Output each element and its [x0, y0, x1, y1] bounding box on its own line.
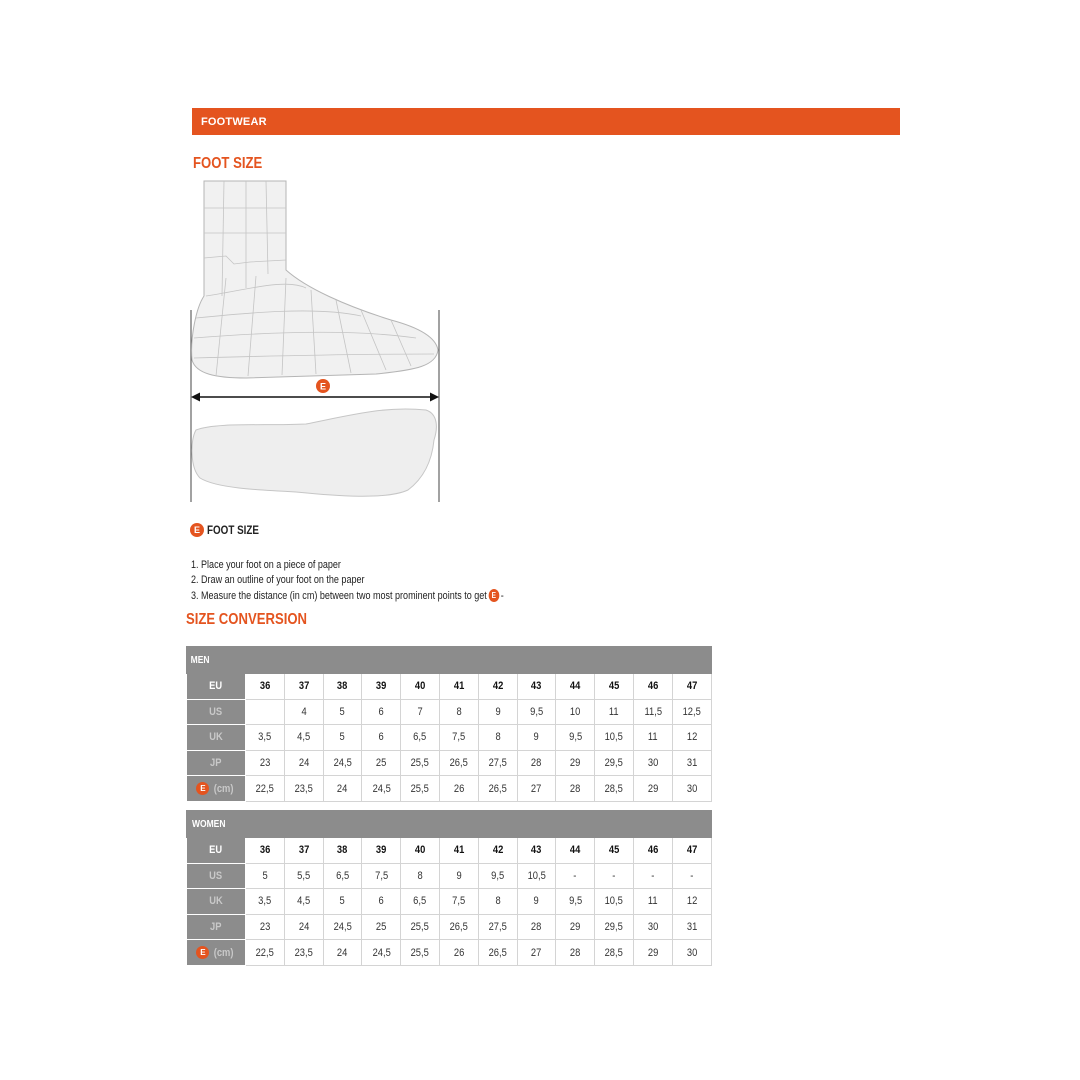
- size-cell-jp: 25,5: [401, 750, 440, 776]
- foot-size-heading: FOOT SIZE: [193, 155, 263, 172]
- size-cell-e: 26: [439, 776, 478, 802]
- size-cell-e: 26: [439, 940, 478, 966]
- size-cell-uk: 9,5: [556, 889, 595, 915]
- row-header-us: US: [187, 863, 246, 889]
- size-cell-eu: 39: [362, 674, 401, 700]
- size-cell-eu: 37: [284, 838, 323, 864]
- row-header-jp: JP: [187, 914, 246, 940]
- size-cell-us: -: [633, 863, 672, 889]
- size-cell-uk: 3,5: [246, 725, 285, 751]
- size-cell-us: 5: [246, 863, 285, 889]
- size-cell-eu: 36: [246, 674, 285, 700]
- row-header-uk: UK: [187, 725, 246, 751]
- size-cell-uk: 6: [362, 725, 401, 751]
- size-cell-jp: 23: [246, 914, 285, 940]
- size-cell-eu: 37: [284, 674, 323, 700]
- instruction-step-tail: -: [500, 589, 504, 602]
- size-cell-eu: 38: [323, 838, 362, 864]
- size-cell-e: 22,5: [246, 940, 285, 966]
- e-badge-icon: E: [190, 523, 204, 537]
- size-cell-uk: 3,5: [246, 889, 285, 915]
- size-cell-e: 24,5: [362, 940, 401, 966]
- size-cell-jp: 24,5: [323, 914, 362, 940]
- size-cell-e: 25,5: [401, 776, 440, 802]
- table-caption: WOMEN: [187, 811, 712, 838]
- size-cell-eu: 42: [478, 838, 517, 864]
- size-cell-us: 7: [401, 699, 440, 725]
- size-cell-us: -: [672, 863, 711, 889]
- svg-text:E: E: [319, 381, 327, 392]
- size-cell-jp: 30: [633, 750, 672, 776]
- row-header-e-cm: E (cm): [187, 940, 246, 966]
- size-cell-eu: 36: [246, 838, 285, 864]
- size-cell-uk: 6: [362, 889, 401, 915]
- e-badge-icon: E: [196, 946, 209, 959]
- foot-measurement-illustration: [186, 178, 448, 508]
- size-cell-eu: 45: [595, 674, 634, 700]
- size-cell-jp: 25,5: [401, 914, 440, 940]
- size-cell-us: 10,5: [517, 863, 556, 889]
- size-cell-us: 6,5: [323, 863, 362, 889]
- size-cell-us: 12,5: [672, 699, 711, 725]
- size-cell-us: 7,5: [362, 863, 401, 889]
- size-cell-us: 10: [556, 699, 595, 725]
- size-cell-uk: 5: [323, 889, 362, 915]
- size-cell-e: 30: [672, 940, 711, 966]
- size-conversion-heading: SIZE CONVERSION: [186, 611, 308, 628]
- size-cell-uk: 4,5: [284, 889, 323, 915]
- size-cell-eu: 42: [478, 674, 517, 700]
- size-cell-eu: 41: [439, 674, 478, 700]
- size-cell-jp: 24: [284, 914, 323, 940]
- size-cell-us: 5: [323, 699, 362, 725]
- size-cell-us: 9: [439, 863, 478, 889]
- size-cell-uk: 4,5: [284, 725, 323, 751]
- size-cell-eu: 40: [401, 838, 440, 864]
- row-header-e-cm: E (cm): [187, 776, 246, 802]
- size-cell-eu: 44: [556, 838, 595, 864]
- size-cell-eu: 46: [633, 674, 672, 700]
- size-cell-e: 28: [556, 776, 595, 802]
- size-cell-us: 9,5: [517, 699, 556, 725]
- instruction-step-text: 3. Measure the distance (in cm) between two most prominent points to get: [191, 589, 487, 602]
- e-badge-icon: E: [196, 782, 209, 795]
- size-cell-jp: 29: [556, 914, 595, 940]
- size-cell-e: 25,5: [401, 940, 440, 966]
- size-cell-uk: 11: [633, 889, 672, 915]
- size-cell-uk: 12: [672, 725, 711, 751]
- size-cell-us: 11,5: [633, 699, 672, 725]
- size-cell-us: 9: [478, 699, 517, 725]
- size-cell-us: 4: [284, 699, 323, 725]
- row-header-uk: UK: [187, 889, 246, 915]
- size-cell-us: 9,5: [478, 863, 517, 889]
- size-cell-jp: 24: [284, 750, 323, 776]
- size-cell-jp: 29,5: [595, 914, 634, 940]
- size-cell-uk: 7,5: [439, 725, 478, 751]
- men-size-table: [186, 646, 712, 802]
- size-cell-us: [246, 699, 285, 725]
- size-cell-e: 28,5: [595, 776, 634, 802]
- size-cell-e: 30: [672, 776, 711, 802]
- size-cell-e: 23,5: [284, 776, 323, 802]
- size-cell-eu: 47: [672, 838, 711, 864]
- size-cell-e: 27: [517, 776, 556, 802]
- instruction-step: [191, 588, 504, 604]
- size-cell-us: 8: [439, 699, 478, 725]
- row-header-eu: EU: [187, 838, 246, 864]
- size-cell-uk: 11: [633, 725, 672, 751]
- size-cell-jp: 24,5: [323, 750, 362, 776]
- measurement-instructions: [191, 557, 572, 604]
- size-cell-us: -: [556, 863, 595, 889]
- table-caption: MEN: [187, 647, 712, 674]
- size-cell-uk: 10,5: [595, 889, 634, 915]
- size-cell-uk: 12: [672, 889, 711, 915]
- size-cell-eu: 39: [362, 838, 401, 864]
- foot-outline-shape: [192, 409, 436, 496]
- legend-label: FOOT SIZE: [207, 523, 259, 537]
- size-cell-uk: 8: [478, 889, 517, 915]
- size-cell-e: 27: [517, 940, 556, 966]
- size-cell-e: 29: [633, 776, 672, 802]
- size-cell-jp: 30: [633, 914, 672, 940]
- size-cell-jp: 23: [246, 750, 285, 776]
- size-cell-jp: 26,5: [439, 750, 478, 776]
- size-cell-uk: 6,5: [401, 889, 440, 915]
- size-cell-e: 24: [323, 776, 362, 802]
- row-header-us: US: [187, 699, 246, 725]
- size-cell-jp: 31: [672, 914, 711, 940]
- size-cell-us: 11: [595, 699, 634, 725]
- size-cell-uk: 6,5: [401, 725, 440, 751]
- instruction-step: 1. Place your foot on a piece of paper: [191, 558, 341, 571]
- size-cell-jp: 27,5: [478, 914, 517, 940]
- row-header-eu: EU: [187, 674, 246, 700]
- size-cell-jp: 25: [362, 750, 401, 776]
- size-cell-uk: 9: [517, 889, 556, 915]
- section-band: [192, 108, 900, 135]
- band-label: FOOTWEAR: [201, 115, 267, 128]
- women-size-table: [186, 810, 712, 966]
- size-cell-jp: 31: [672, 750, 711, 776]
- e-badge-icon: E: [488, 589, 499, 602]
- size-cell-us: 8: [401, 863, 440, 889]
- size-cell-jp: 28: [517, 914, 556, 940]
- size-cell-e: 26,5: [478, 940, 517, 966]
- size-cell-jp: 28: [517, 750, 556, 776]
- size-cell-eu: 41: [439, 838, 478, 864]
- size-cell-us: 5,5: [284, 863, 323, 889]
- size-cell-e: 22,5: [246, 776, 285, 802]
- size-cell-uk: 8: [478, 725, 517, 751]
- size-cell-e: 28: [556, 940, 595, 966]
- size-cell-e: 23,5: [284, 940, 323, 966]
- size-cell-e: 24,5: [362, 776, 401, 802]
- size-cell-jp: 29,5: [595, 750, 634, 776]
- size-cell-eu: 43: [517, 674, 556, 700]
- size-cell-uk: 7,5: [439, 889, 478, 915]
- size-cell-eu: 47: [672, 674, 711, 700]
- size-cell-eu: 40: [401, 674, 440, 700]
- size-cell-uk: 9: [517, 725, 556, 751]
- size-cell-e: 28,5: [595, 940, 634, 966]
- size-cell-jp: 27,5: [478, 750, 517, 776]
- size-cell-jp: 29: [556, 750, 595, 776]
- size-cell-eu: 46: [633, 838, 672, 864]
- instruction-step: 2. Draw an outline of your foot on the paper: [191, 574, 365, 587]
- size-cell-eu: 38: [323, 674, 362, 700]
- size-cell-eu: 44: [556, 674, 595, 700]
- size-cell-e: 24: [323, 940, 362, 966]
- size-cell-e: 26,5: [478, 776, 517, 802]
- size-cell-uk: 5: [323, 725, 362, 751]
- size-cell-uk: 9,5: [556, 725, 595, 751]
- size-cell-eu: 43: [517, 838, 556, 864]
- size-cell-eu: 45: [595, 838, 634, 864]
- row-header-jp: JP: [187, 750, 246, 776]
- foot-size-legend: [190, 523, 270, 537]
- size-cell-jp: 25: [362, 914, 401, 940]
- size-cell-jp: 26,5: [439, 914, 478, 940]
- size-cell-us: 6: [362, 699, 401, 725]
- size-cell-uk: 10,5: [595, 725, 634, 751]
- size-cell-us: -: [595, 863, 634, 889]
- size-cell-e: 29: [633, 940, 672, 966]
